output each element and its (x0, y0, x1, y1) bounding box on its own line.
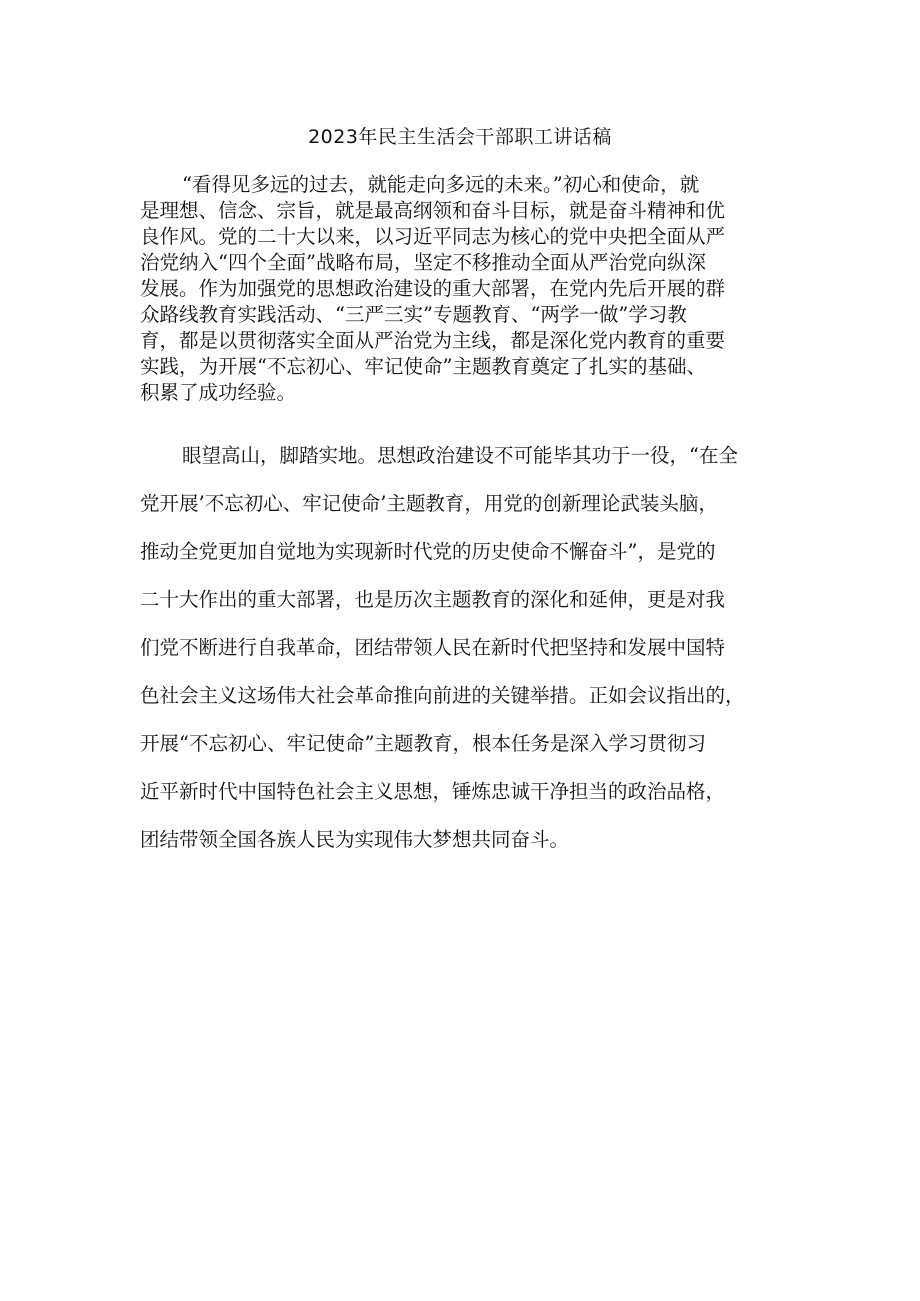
paragraph-line: 推动全党更加自觉地为实现新时代党的历史使命不懈奋斗”，是党的 (140, 540, 716, 563)
paragraph-line: 色社会主义这场伟大社会革命推向前进的关键举措。正如会议指出的， (140, 684, 745, 707)
paragraph-line: 是理想、信念、宗旨，就是最高纲领和奋斗目标，就是奋斗精神和优 (140, 199, 726, 222)
paragraph-line: “看得见多远的过去，就能走向多远的未来。”初心和使命，就 (182, 173, 700, 196)
paragraph-line: 眼望高山，脚踏实地。思想政治建设不可能毕其功于一役，“在全 (182, 444, 738, 467)
paragraph-line: 开展“不忘初心、牢记使命”主题教育，根本任务是深入学习贯彻习 (140, 732, 706, 755)
paragraph-line: 团结带领全国各族人民为实现伟大梦想共同奋斗。 (140, 828, 570, 851)
paragraph-line: 良作风。党的二十大以来，以习近平同志为核心的党中央把全面从严 (140, 225, 726, 248)
document-title: 2023年民主生活会干部职工讲话稿 (308, 126, 612, 148)
paragraph-line: 实践，为开展“不忘初心、牢记使命”主题教育奠定了扎实的基础、 (140, 355, 706, 378)
paragraph-line: 党开展’不忘初心、牢记使命’主题教育，用党的创新理论武装头脑， (140, 492, 718, 515)
paragraph-line: 发展。作为加强党的思想政治建设的重大部署，在党内先后开展的群 (140, 277, 726, 300)
paragraph-line: 育，都是以贯彻落实全面从严治党为主线，都是深化党内教育的重要 (140, 329, 726, 352)
paragraph-line: 二十大作出的重大部署，也是历次主题教育的深化和延伸，更是对我 (140, 588, 726, 611)
paragraph-line: 近平新时代中国特色社会主义思想，锤炼忠诚干净担当的政治品格， (140, 780, 726, 803)
paragraph-line: 们党不断进行自我革命，团结带领人民在新时代把坚持和发展中国特 (140, 636, 726, 659)
paragraph-line: 积累了成功经验。 (140, 381, 297, 404)
paragraph-line: 治党纳入“四个全面”战略布局，坚定不移推动全面从严治党向纵深 (140, 251, 706, 274)
paragraph-line: 众路线教育实践活动、“三严三实”专题教育、“两学一做”学习教 (140, 303, 687, 326)
